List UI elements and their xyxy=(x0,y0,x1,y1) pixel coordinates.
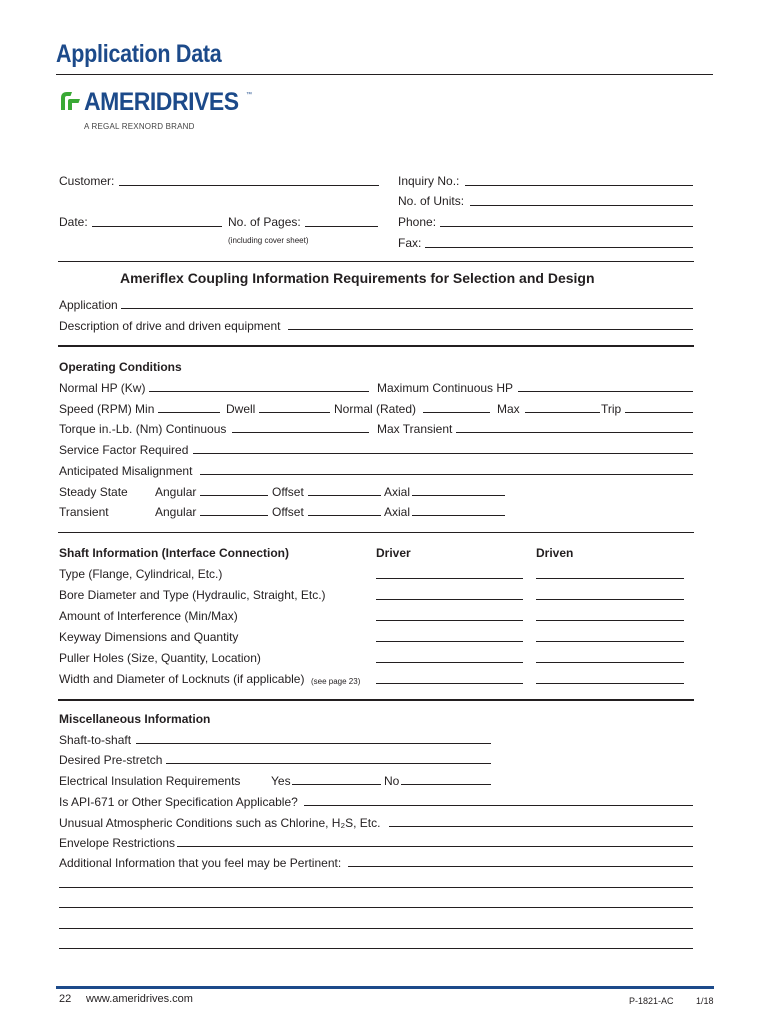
max-transient-field[interactable] xyxy=(456,432,693,433)
additional-line[interactable] xyxy=(59,928,693,929)
torque-cont-field[interactable] xyxy=(232,432,369,433)
steady-state-label: Steady State xyxy=(59,485,128,499)
trip-field[interactable] xyxy=(625,412,693,413)
atmospheric-label: Unusual Atmospheric Conditions such as Chlorine, H₂S, Etc. xyxy=(59,816,381,830)
driver-bore-field[interactable] xyxy=(376,599,523,600)
shaft-row-label: Type (Flange, Cylindrical, Etc.) xyxy=(59,567,223,581)
misc-heading: Miscellaneous Information xyxy=(59,712,211,726)
operating-heading: Operating Conditions xyxy=(59,360,182,374)
angular-label: Angular xyxy=(155,505,197,519)
service-factor-label: Service Factor Required xyxy=(59,443,189,457)
driver-type-field[interactable] xyxy=(376,578,523,579)
shaft-heading: Shaft Information (Interface Connection) xyxy=(59,546,290,560)
customer-field[interactable] xyxy=(119,185,379,186)
doc-code: P-1821-AC xyxy=(629,996,674,1006)
normal-rated-field[interactable] xyxy=(423,412,490,413)
footer-bar xyxy=(56,986,714,989)
api-label: Is API-671 or Other Specification Applicable? xyxy=(59,795,298,809)
application-label: Application xyxy=(59,298,118,312)
phone-field[interactable] xyxy=(440,226,693,227)
section-divider xyxy=(58,699,694,701)
driven-keyway-field[interactable] xyxy=(536,641,684,642)
shaft-to-shaft-field[interactable] xyxy=(136,743,491,744)
page-number: 22 xyxy=(59,993,72,1005)
brand-trademark: ™ xyxy=(246,92,252,98)
shaft-row-label: Amount of Interference (Min/Max) xyxy=(59,609,238,623)
pre-stretch-label: Desired Pre-stretch xyxy=(59,753,163,767)
driver-keyway-field[interactable] xyxy=(376,641,523,642)
electrical-yes-field[interactable] xyxy=(292,784,381,785)
header-rule xyxy=(56,74,713,75)
misalignment-label: Anticipated Misalignment xyxy=(59,464,193,478)
website-link[interactable]: www.ameridrives.com xyxy=(86,993,193,1005)
no-of-pages-label: No. of Pages: xyxy=(228,215,301,229)
steady-axial-field[interactable] xyxy=(412,495,505,496)
no-label: No xyxy=(384,774,400,788)
fax-label: Fax: xyxy=(398,236,422,250)
phone-label: Phone: xyxy=(398,215,437,229)
section-divider xyxy=(58,261,694,262)
steady-angular-field[interactable] xyxy=(200,495,268,496)
transient-label: Transient xyxy=(59,505,109,519)
electrical-no-field[interactable] xyxy=(401,784,491,785)
customer-label: Customer: xyxy=(59,174,115,188)
section-divider xyxy=(58,532,694,533)
steady-offset-field[interactable] xyxy=(308,495,381,496)
description-label: Description of drive and driven equipment xyxy=(59,319,281,333)
brand-name: AMERIDRIVES xyxy=(84,88,239,116)
shaft-row-label: Bore Diameter and Type (Hydraulic, Straight, Etc.) xyxy=(59,588,326,602)
additional-line[interactable] xyxy=(59,887,693,888)
service-factor-field[interactable] xyxy=(193,453,693,454)
brand-tagline: A REGAL REXNORD BRAND xyxy=(84,122,195,131)
section-divider xyxy=(58,345,694,347)
additional-line[interactable] xyxy=(59,948,693,949)
date-label: Date: xyxy=(59,215,88,229)
axial-label: Axial xyxy=(384,505,411,519)
driven-interference-field[interactable] xyxy=(536,620,684,621)
driven-column-header: Driven xyxy=(536,546,574,560)
max-label: Max xyxy=(497,402,520,416)
axial-label: Axial xyxy=(384,485,411,499)
envelope-label: Envelope Restrictions xyxy=(59,836,176,850)
driven-puller-field[interactable] xyxy=(536,662,684,663)
driven-bore-field[interactable] xyxy=(536,599,684,600)
inquiry-no-label: Inquiry No.: xyxy=(398,174,460,188)
section-heading: Ameriflex Coupling Information Requirements for Selection and Design xyxy=(120,270,595,286)
doc-date: 1/18 xyxy=(696,996,714,1006)
pre-stretch-field[interactable] xyxy=(166,763,491,764)
speed-min-label: Speed (RPM) Min xyxy=(59,402,155,416)
driver-column-header: Driver xyxy=(376,546,411,560)
no-of-units-label: No. of Units: xyxy=(398,194,465,208)
ameridrives-logo-icon xyxy=(58,88,84,114)
misalignment-field[interactable] xyxy=(200,474,693,475)
transient-angular-field[interactable] xyxy=(200,515,268,516)
no-of-units-field[interactable] xyxy=(470,205,693,206)
envelope-field[interactable] xyxy=(177,846,693,847)
transient-axial-field[interactable] xyxy=(412,515,505,516)
driven-locknut-field[interactable] xyxy=(536,683,684,684)
inquiry-no-field[interactable] xyxy=(465,185,693,186)
transient-offset-field[interactable] xyxy=(308,515,381,516)
offset-label: Offset xyxy=(272,505,304,519)
electrical-label: Electrical Insulation Requirements xyxy=(59,774,241,788)
date-field[interactable] xyxy=(92,226,222,227)
angular-label: Angular xyxy=(155,485,197,499)
speed-min-field[interactable] xyxy=(158,412,220,413)
api-field[interactable] xyxy=(304,805,693,806)
max-cont-hp-label: Maximum Continuous HP xyxy=(377,381,514,395)
shaft-to-shaft-label: Shaft-to-shaft xyxy=(59,733,132,747)
additional-label: Additional Information that you feel may be Pertinent: xyxy=(59,856,342,870)
no-of-pages-field[interactable] xyxy=(305,226,378,227)
normal-rated-label: Normal (Rated) xyxy=(334,402,417,416)
driver-locknut-field[interactable] xyxy=(376,683,523,684)
max-cont-hp-field[interactable] xyxy=(518,391,693,392)
shaft-row-label: Puller Holes (Size, Quantity, Location) xyxy=(59,651,261,665)
max-transient-label: Max Transient xyxy=(377,422,453,436)
dwell-label: Dwell xyxy=(226,402,256,416)
offset-label: Offset xyxy=(272,485,304,499)
see-page-note: (see page 23) xyxy=(311,677,361,686)
normal-hp-label: Normal HP (Kw) xyxy=(59,381,146,395)
description-field[interactable] xyxy=(288,329,693,330)
driven-type-field[interactable] xyxy=(536,578,684,579)
application-field[interactable] xyxy=(121,308,693,309)
yes-label: Yes xyxy=(271,774,291,788)
atmospheric-field[interactable] xyxy=(389,826,693,827)
shaft-row-label: Keyway Dimensions and Quantity xyxy=(59,630,239,644)
driver-interference-field[interactable] xyxy=(376,620,523,621)
driver-puller-field[interactable] xyxy=(376,662,523,663)
dwell-field[interactable] xyxy=(259,412,330,413)
page-title: Application Data xyxy=(56,40,222,68)
torque-cont-label: Torque in.-Lb. (Nm) Continuous xyxy=(59,422,227,436)
no-of-pages-note: (including cover sheet) xyxy=(228,236,309,245)
max-field[interactable] xyxy=(525,412,600,413)
additional-line[interactable] xyxy=(59,907,693,908)
trip-label: Trip xyxy=(601,402,622,416)
fax-field[interactable] xyxy=(425,247,693,248)
additional-field[interactable] xyxy=(348,866,693,867)
shaft-row-label: Width and Diameter of Locknuts (if applicable) xyxy=(59,672,305,686)
normal-hp-field[interactable] xyxy=(149,391,369,392)
